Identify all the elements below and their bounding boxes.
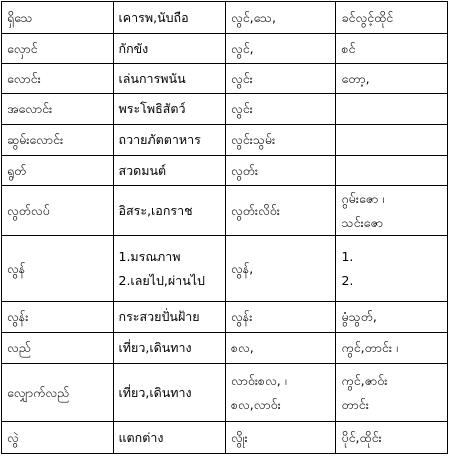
table-row (2, 94, 448, 125)
cell-text: လွန်း (7, 309, 29, 324)
cell-text: ပိုင်,ထိုင်း (341, 429, 382, 445)
note-cell (336, 302, 448, 333)
cell-text: ဂွမ်းဇော ၊ (341, 190, 385, 206)
cell-text: สวดมนต์ (118, 162, 167, 178)
table-row (2, 34, 448, 64)
shan-word-cell (226, 64, 336, 94)
cell-text: เคารพ,นับถือ (118, 9, 189, 25)
cell-text: အလောင်း (7, 101, 53, 116)
shan-word-cell (226, 2, 336, 34)
shan-word-cell (226, 422, 336, 454)
note-cell (336, 422, 448, 454)
shan-word-cell (226, 364, 336, 422)
note-cell (336, 125, 448, 156)
cell-text: လွင်, (231, 40, 254, 56)
thai-meaning-cell (113, 333, 226, 364)
burmese-word-cell (2, 364, 114, 422)
cell-text: ရှိသေ (7, 9, 33, 25)
note-cell (336, 236, 448, 302)
cell-text: 1. (341, 248, 354, 264)
thai-meaning-cell (113, 125, 226, 156)
cell-text: เที่ยว,เดินทาง (118, 384, 192, 400)
cell-text: ကွင်,ဇာဝ်း (341, 372, 388, 388)
cell-text: စလ,လာဝ်း (231, 396, 281, 412)
shan-word-cell (226, 333, 336, 364)
note-cell (336, 364, 448, 422)
cell-text: တာင်း (341, 396, 369, 412)
thai-meaning-cell (113, 236, 226, 302)
cell-text: စလ, (231, 340, 254, 355)
cell-text: လှောင် (7, 40, 38, 56)
cell-text: လွန်, (231, 260, 254, 276)
cell-text: 2.เลยไป,ผ่านไป (118, 272, 205, 288)
cell-text: လွိုး (231, 429, 248, 445)
burmese-word-cell (2, 333, 114, 364)
cell-text: လွင်း (231, 70, 253, 86)
cell-text: ကွင်,တာင်း ၊ (341, 340, 398, 355)
table-row (2, 333, 448, 364)
note-cell (336, 186, 448, 236)
shan-word-cell (226, 94, 336, 125)
burmese-word-cell (2, 34, 114, 64)
burmese-word-cell (2, 236, 114, 302)
note-cell (336, 34, 448, 64)
cell-text: พระโพธิสัตว์ (118, 101, 186, 116)
table-row (2, 64, 448, 94)
table-row (2, 236, 448, 302)
shan-word-cell (226, 302, 336, 333)
thai-meaning-cell (113, 94, 226, 125)
cell-text: อิสระ,เอกราช (118, 202, 193, 218)
cell-text: กระสวยปั่นฝ้าย (118, 309, 200, 324)
shan-word-cell (226, 186, 336, 236)
cell-text: လည် (7, 340, 31, 355)
thai-meaning-cell (113, 156, 226, 186)
shan-word-cell (226, 125, 336, 156)
cell-text: လွတ်လပ် (7, 202, 50, 218)
cell-text: မွံသွတ်, (341, 309, 377, 324)
burmese-word-cell (2, 156, 114, 186)
cell-text: กักขัง (118, 40, 149, 56)
cell-text: ဆွမ်းလောင်း (7, 132, 64, 147)
vocabulary-table (1, 1, 448, 454)
cell-text: ခင်လွင့်ထိုင် (341, 9, 394, 25)
note-cell (336, 156, 448, 186)
shan-word-cell (226, 236, 336, 302)
cell-text: ถวายภัตตาหาร (118, 132, 201, 147)
burmese-word-cell (2, 94, 114, 125)
cell-text: လွင်း (231, 101, 253, 116)
note-cell (336, 333, 448, 364)
table-row (2, 156, 448, 186)
burmese-word-cell (2, 125, 114, 156)
cell-text: လာဝ်းစလ, ၊ (231, 372, 287, 388)
cell-text: စင် (341, 40, 356, 56)
shan-word-cell (226, 156, 336, 186)
cell-text: เล่นการพนัน (118, 70, 186, 86)
table-row (2, 364, 448, 422)
thai-meaning-cell (113, 186, 226, 236)
burmese-word-cell (2, 302, 114, 333)
burmese-word-cell (2, 422, 114, 454)
cell-text: လောင်း (7, 70, 41, 86)
shan-word-cell (226, 34, 336, 64)
cell-text: လျှောက်လည် (7, 384, 70, 400)
table-row (2, 302, 448, 333)
thai-meaning-cell (113, 364, 226, 422)
thai-meaning-cell (113, 302, 226, 333)
table-row (2, 2, 448, 34)
burmese-word-cell (2, 186, 114, 236)
note-cell (336, 64, 448, 94)
cell-text: လွင်,သေ, (231, 9, 276, 25)
cell-text: แตกต่าง (118, 429, 164, 445)
cell-text: 1.มรณภาพ (118, 248, 181, 264)
cell-text: လွန်း (231, 309, 253, 324)
thai-meaning-cell (113, 64, 226, 94)
thai-meaning-cell (113, 34, 226, 64)
note-cell (336, 94, 448, 125)
table-row (2, 125, 448, 156)
thai-meaning-cell (113, 2, 226, 34)
cell-text: လွင်းသွမ်း (231, 132, 276, 147)
cell-text: 2. (341, 272, 354, 288)
burmese-word-cell (2, 64, 114, 94)
burmese-word-cell (2, 2, 114, 34)
thai-meaning-cell (113, 422, 226, 454)
cell-text: เที่ยว,เดินทาง (118, 340, 192, 355)
cell-text: တော့, (341, 70, 370, 86)
cell-text: လွတ်းလိဝ်း (231, 202, 280, 218)
cell-text: သင်းဇော (341, 214, 384, 230)
cell-text: လွန် (7, 260, 26, 276)
cell-text: လွဲ (7, 429, 19, 445)
cell-text: ရွတ် (7, 162, 27, 178)
cell-text: လွတ်း (231, 162, 259, 178)
note-cell (336, 2, 448, 34)
table-row (2, 186, 448, 236)
table-row (2, 422, 448, 454)
